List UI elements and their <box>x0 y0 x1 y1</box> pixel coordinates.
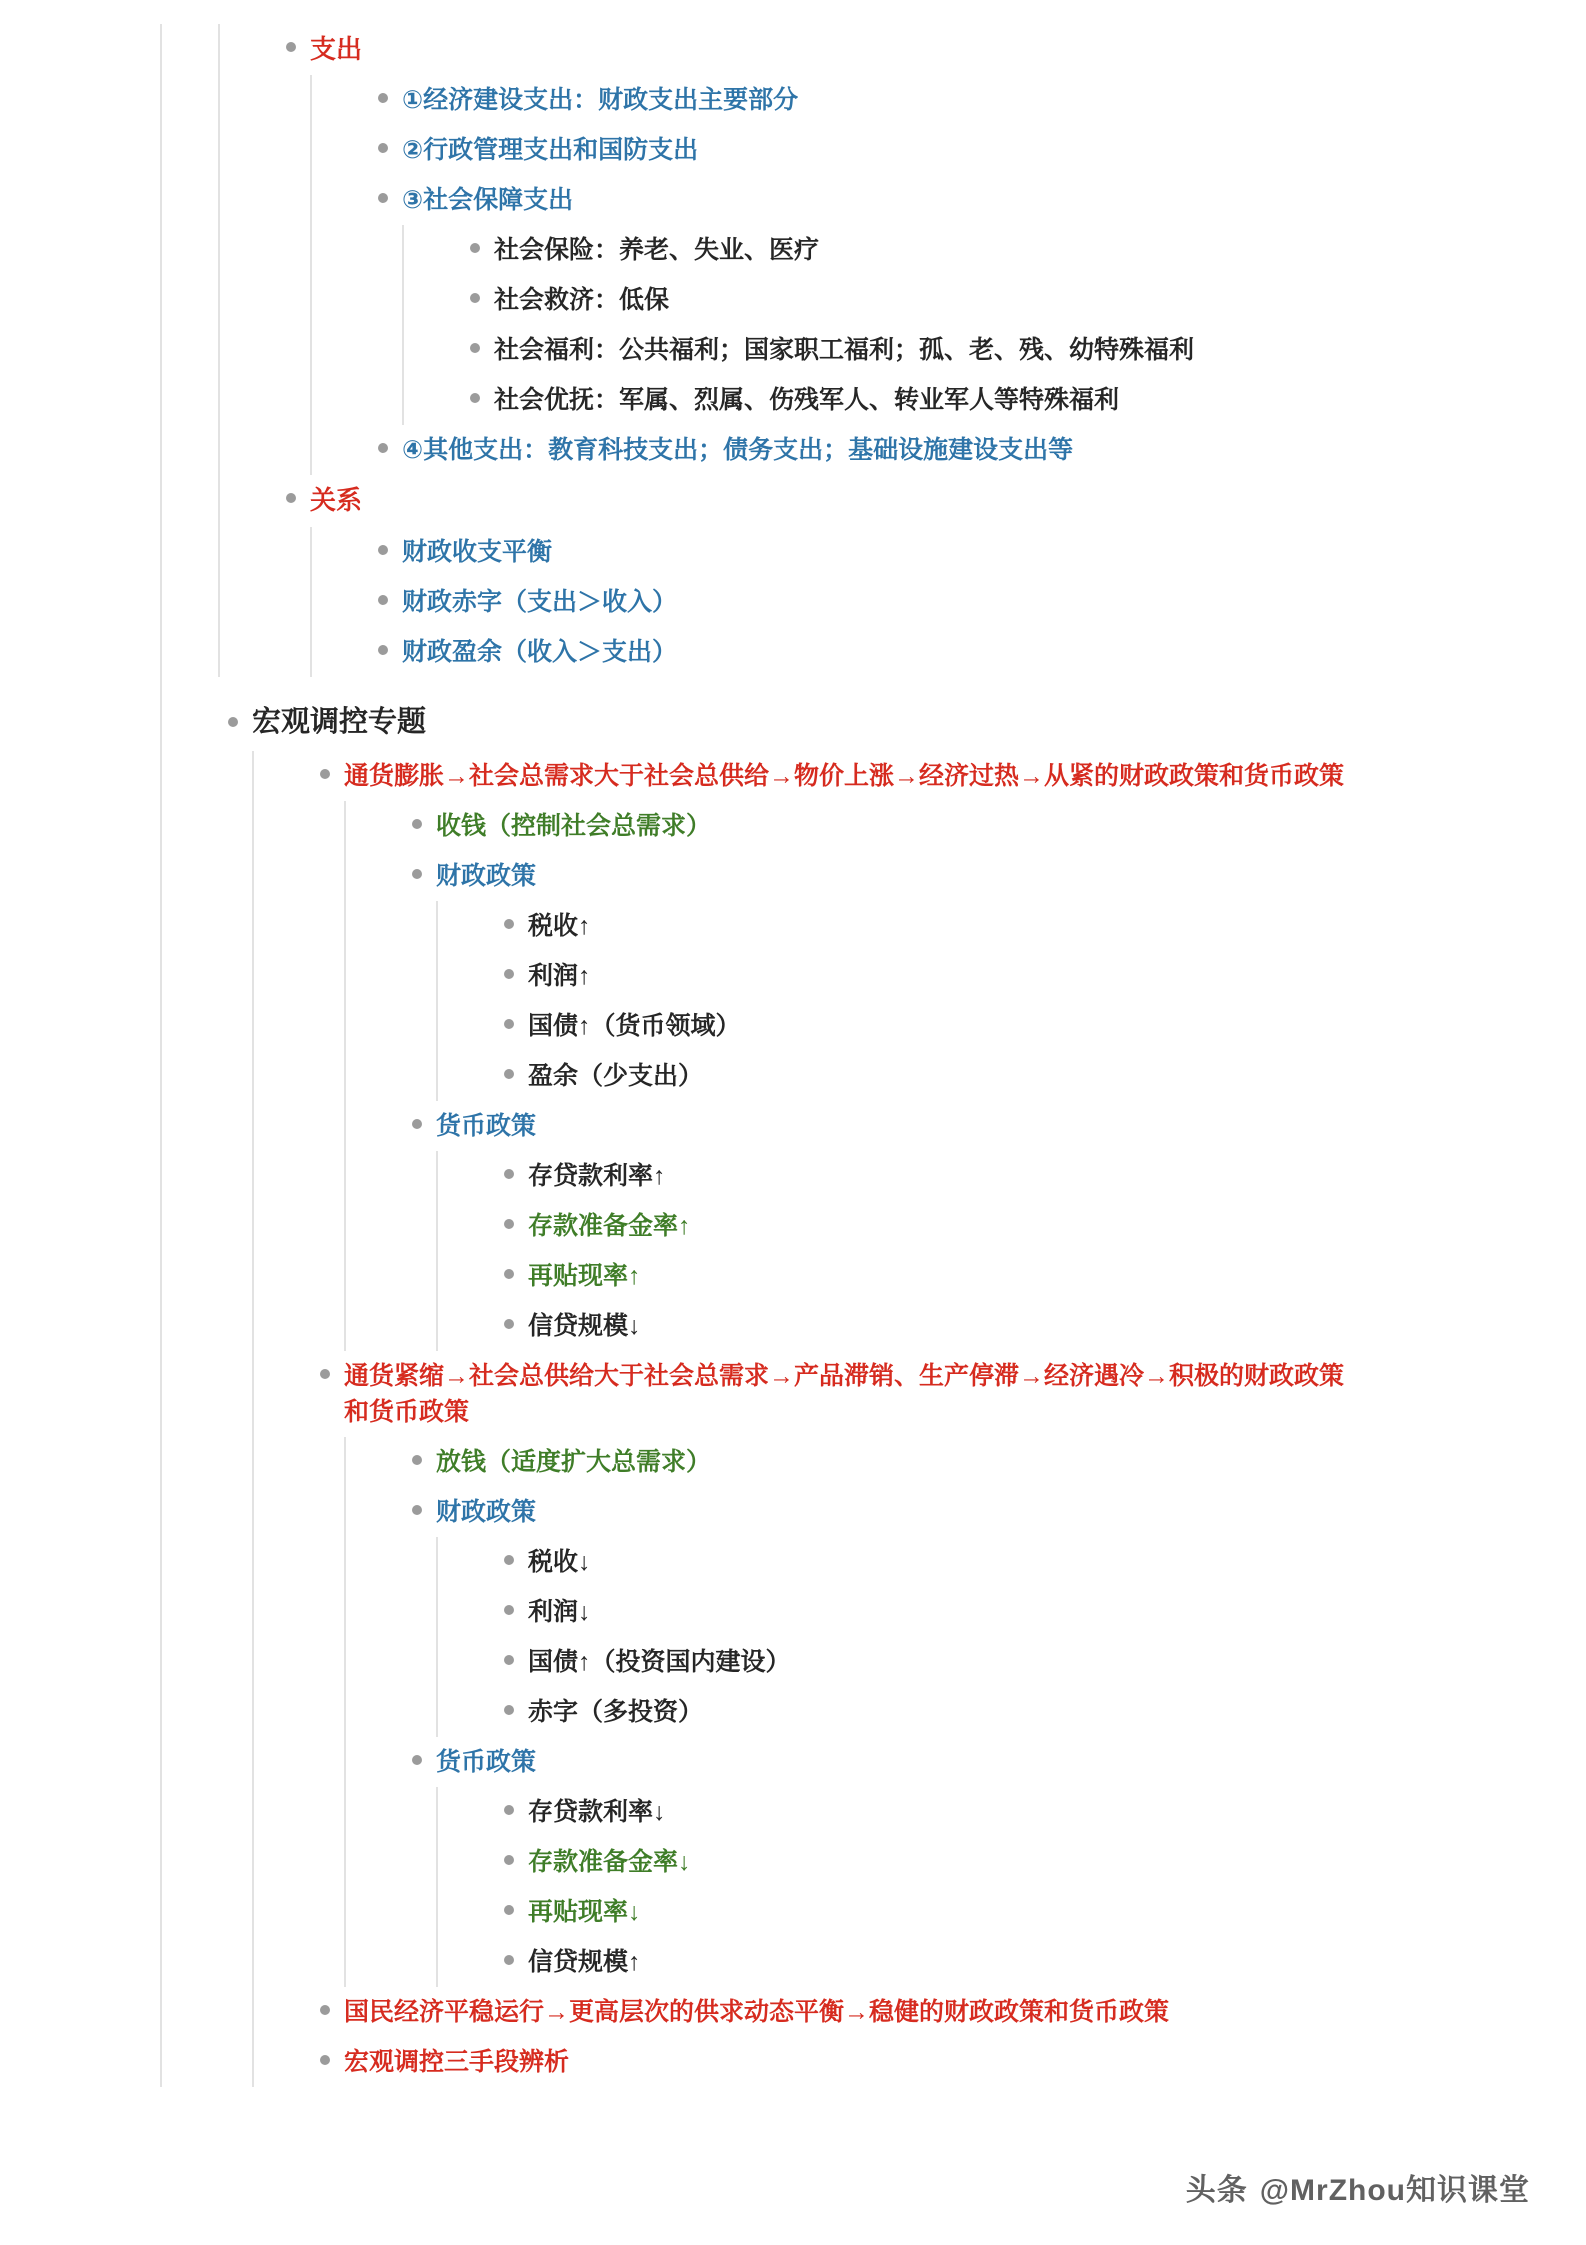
outline-item-deflation-profit[interactable] <box>494 1587 1586 1637</box>
inflation-reserve-ratio-label: 存款准备金率↑ <box>528 1201 1586 1251</box>
inflation-monetary-policy-children <box>436 1151 1586 1351</box>
outline-item-admin-defense[interactable] <box>368 125 1586 175</box>
outline-item-inflation-bond[interactable] <box>494 1001 1586 1051</box>
deflation-reserve-ratio-label: 存款准备金率↓ <box>528 1837 1586 1887</box>
outline-item-economic-construction[interactable] <box>368 75 1586 125</box>
deflation-credit-scale-label: 信贷规模↑ <box>528 1937 1586 1987</box>
deflation-deficit-label: 赤字（多投资） <box>528 1687 1586 1737</box>
social-preferential-label: 社会优抚：军属、烈属、伤残军人、转业军人等特殊福利 <box>494 375 1586 425</box>
deflation-label: 通货紧缩→社会总供给大于社会总需求→产品滞销、生产停滞→经济遇冷→积极的财政政策和货币政策 <box>344 1351 1344 1437</box>
deflation-fiscal-policy-children <box>436 1537 1586 1737</box>
outline-item-deflation-monetary-policy[interactable] <box>402 1737 1586 1987</box>
outline-item-inflation[interactable] <box>310 751 1586 1351</box>
social-security-children <box>402 225 1586 425</box>
inflation-surplus-label: 盈余（少支出） <box>528 1051 1586 1101</box>
macro-control-children <box>252 751 1586 2087</box>
outline-fiscal-branch <box>218 24 1586 677</box>
social-welfare-label: 社会福利：公共福利；国家职工福利；孤、老、残、幼特殊福利 <box>494 325 1586 375</box>
deflation-children <box>344 1437 1586 1987</box>
outline-item-deflation-bond[interactable] <box>494 1637 1586 1687</box>
outline-item-relationship[interactable] <box>276 475 1586 676</box>
outline-item-inflation-rediscount-rate[interactable] <box>494 1251 1586 1301</box>
outline-item-other-expenditure[interactable] <box>368 425 1586 475</box>
watermark-handle: @MrZhou知识课堂 <box>1259 2174 1530 2207</box>
outline-item-social-security[interactable] <box>368 175 1586 425</box>
inflation-rediscount-rate-label: 再贴现率↑ <box>528 1251 1586 1301</box>
inflation-profit-label: 利润↑ <box>528 951 1586 1001</box>
deflation-bond-label: 国债↑（投资国内建设） <box>528 1637 1586 1687</box>
watermark <box>1186 2165 1530 2209</box>
fiscal-balance-label: 财政收支平衡 <box>402 527 1586 577</box>
inflation-fiscal-policy-children <box>436 901 1586 1101</box>
outline-item-deflation-rediscount-rate[interactable] <box>494 1887 1586 1937</box>
outline-ghost-branch <box>160 24 1586 2087</box>
relationship-children <box>310 527 1586 677</box>
outline-item-deflation-tax[interactable] <box>494 1537 1586 1587</box>
outline-item-deflation-summary[interactable] <box>402 1437 1586 1487</box>
inflation-interest-rate-label: 存贷款利率↑ <box>528 1151 1586 1201</box>
outline-item-deflation-fiscal-policy[interactable] <box>402 1487 1586 1737</box>
outline-item-inflation-monetary-policy[interactable] <box>402 1101 1586 1351</box>
outline-item-inflation-reserve-ratio[interactable] <box>494 1201 1586 1251</box>
relationship-label: 关系 <box>310 475 1586 526</box>
expenditure-label: 支出 <box>310 24 1586 75</box>
other-expenditure-label: ④其他支出：教育科技支出；债务支出；基础设施建设支出等 <box>402 425 1586 475</box>
three-means-label: 宏观调控三手段辨析 <box>344 2037 1586 2087</box>
outline-item-inflation-profit[interactable] <box>494 951 1586 1001</box>
outline-item-deflation-credit-scale[interactable] <box>494 1937 1586 1987</box>
admin-defense-label: ②行政管理支出和国防支出 <box>402 125 1586 175</box>
outline-item-steady-growth[interactable] <box>310 1987 1586 2037</box>
steady-growth-label: 国民经济平稳运行→更高层次的供求动态平衡→稳健的财政政策和货币政策 <box>344 1987 1344 2037</box>
outline-item-inflation-fiscal-policy[interactable] <box>402 851 1586 1101</box>
social-security-label: ③社会保障支出 <box>402 175 1586 225</box>
outline-item-deflation-deficit[interactable] <box>494 1687 1586 1737</box>
inflation-bond-label: 国债↑（货币领域） <box>528 1001 1586 1051</box>
inflation-summary-label: 收钱（控制社会总需求） <box>436 801 1586 851</box>
outline-item-expenditure[interactable] <box>276 24 1586 475</box>
outline-item-inflation-summary[interactable] <box>402 801 1586 851</box>
outline-item-inflation-credit-scale[interactable] <box>494 1301 1586 1351</box>
outline-item-deflation-interest-rate[interactable] <box>494 1787 1586 1837</box>
deflation-summary-label: 放钱（适度扩大总需求） <box>436 1437 1586 1487</box>
inflation-monetary-policy-label: 货币政策 <box>436 1101 1586 1151</box>
outline-item-inflation-tax[interactable] <box>494 901 1586 951</box>
inflation-label: 通货膨胀→社会总需求大于社会总供给→物价上涨→经济过热→从紧的财政政策和货币政策 <box>344 751 1344 801</box>
deflation-tax-label: 税收↓ <box>528 1537 1586 1587</box>
outline-item-deflation[interactable] <box>310 1351 1586 1987</box>
economic-construction-label: ①经济建设支出：财政支出主要部分 <box>402 75 1586 125</box>
outline-item-inflation-interest-rate[interactable] <box>494 1151 1586 1201</box>
inflation-children <box>344 801 1586 1351</box>
social-relief-label: 社会救济：低保 <box>494 275 1586 325</box>
inflation-credit-scale-label: 信贷规模↓ <box>528 1301 1586 1351</box>
inflation-tax-label: 税收↑ <box>528 901 1586 951</box>
deflation-monetary-policy-label: 货币政策 <box>436 1737 1586 1787</box>
deflation-fiscal-policy-label: 财政政策 <box>436 1487 1586 1537</box>
expenditure-children <box>310 75 1586 475</box>
outline-item-social-preferential[interactable] <box>460 375 1586 425</box>
outline-root <box>0 24 1586 2087</box>
outline-item-deflation-reserve-ratio[interactable] <box>494 1837 1586 1887</box>
deflation-interest-rate-label: 存贷款利率↓ <box>528 1787 1586 1837</box>
macro-control-label: 宏观调控专题 <box>252 695 1586 751</box>
fiscal-deficit-label: 财政赤字（支出＞收入） <box>402 577 1586 627</box>
outline-item-three-means[interactable] <box>310 2037 1586 2087</box>
outline-item-macro-control[interactable] <box>218 695 1586 2087</box>
outline-item-social-welfare[interactable] <box>460 325 1586 375</box>
deflation-monetary-policy-children <box>436 1787 1586 1987</box>
inflation-fiscal-policy-label: 财政政策 <box>436 851 1586 901</box>
outline-item-social-relief[interactable] <box>460 275 1586 325</box>
outline-item-fiscal-balance[interactable] <box>368 527 1586 577</box>
social-insurance-label: 社会保险：养老、失业、医疗 <box>494 225 1586 275</box>
outline-item-fiscal-deficit[interactable] <box>368 577 1586 627</box>
fiscal-surplus-label: 财政盈余（收入＞支出） <box>402 627 1586 677</box>
deflation-rediscount-rate-label: 再贴现率↓ <box>528 1887 1586 1937</box>
outline-item-social-insurance[interactable] <box>460 225 1586 275</box>
watermark-brand: 头条 <box>1185 2174 1248 2207</box>
outline-item-fiscal-surplus[interactable] <box>368 627 1586 677</box>
outline-item-inflation-surplus[interactable] <box>494 1051 1586 1101</box>
deflation-profit-label: 利润↓ <box>528 1587 1586 1637</box>
